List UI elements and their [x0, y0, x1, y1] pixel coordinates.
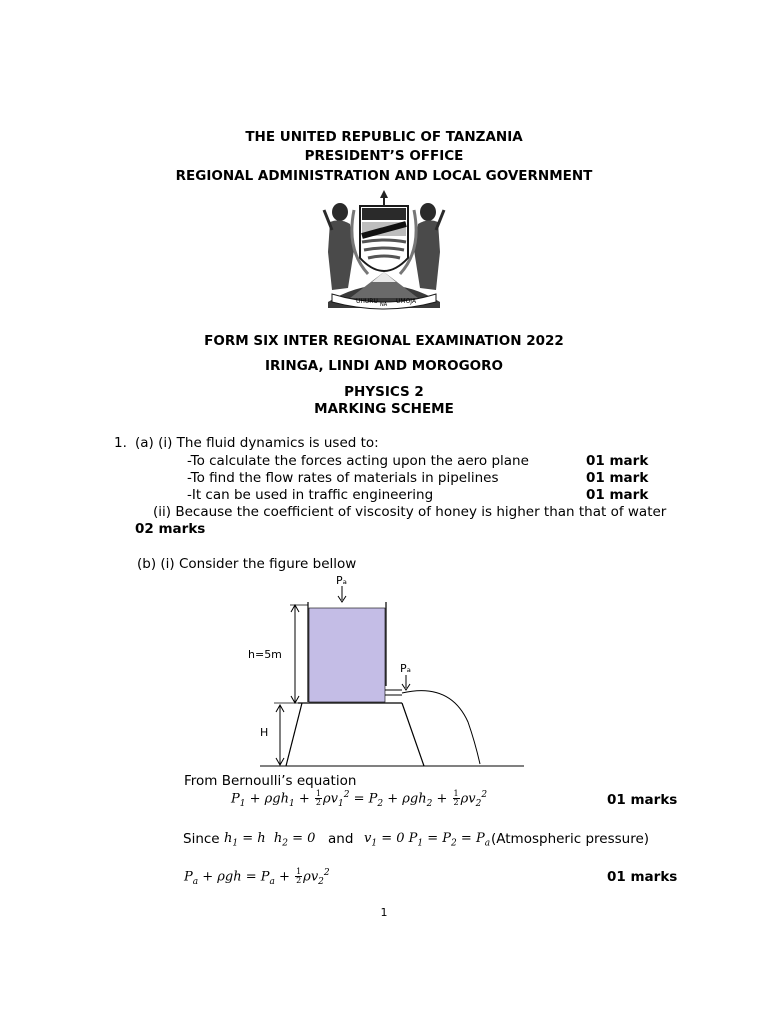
page-number: 1 — [380, 906, 388, 919]
coat-of-arms-icon — [310, 190, 458, 312]
eq3-mark: 01 marks — [607, 869, 678, 885]
bernoulli-equation: $P_1 + \rho gh_1$ + $\frac{1}{2}$ $\rho v_1^2 = P_2 + \rho gh_2$ + $\frac{1}{2}$ $\rho v_2^2$ — [231, 789, 488, 809]
q1-a-ii-answer: (ii) Because the coefficient of viscosity of honey is higher than that of water — [153, 504, 667, 520]
figure-label-pa-side: Pₐ — [400, 662, 411, 675]
q1-b-i-intro: (b) (i) Consider the figure bellow — [137, 556, 357, 572]
exam-doc-type: MARKING SCHEME — [314, 401, 454, 417]
figure-label-pa-top: Pₐ — [336, 574, 347, 587]
exam-title: FORM SIX INTER REGIONAL EXAMINATION 2022 — [204, 333, 564, 349]
motto-mid: NA — [380, 302, 388, 308]
atmospheric-note: (Atmospheric pressure) — [491, 831, 650, 847]
reduced-equation: $P_a + \rho gh = P_a$ + $\frac{1}{2}$ $\rho v_2^2$ — [184, 867, 330, 887]
question-number: 1. — [114, 435, 127, 451]
use-item-2-mark: 01 mark — [586, 470, 649, 486]
exam-subject: PHYSICS 2 — [344, 384, 424, 400]
q1-a-ii-mark: 02 marks — [135, 521, 206, 537]
tank-figure — [230, 572, 530, 772]
header-line-ministry: REGIONAL ADMINISTRATION AND LOCAL GOVERNMENT — [175, 168, 593, 184]
motto-left: UHURU — [356, 298, 378, 305]
condition-heights: $h_1 = h$ $h_2 = 0$ — [224, 831, 316, 849]
and-word: and — [328, 831, 354, 847]
eq1-mark: 01 marks — [607, 792, 678, 808]
use-item-2: -To find the flow rates of materials in pipelines — [187, 470, 499, 486]
use-item-3-mark: 01 mark — [586, 487, 649, 503]
use-item-1: -To calculate the forces acting upon the aero plane — [187, 453, 529, 469]
liquid-column — [309, 608, 385, 702]
exam-regions: IRINGA, LINDI AND MOROGORO — [264, 358, 504, 374]
bernoulli-intro: From Bernoulli’s equation — [184, 773, 357, 789]
condition-pressures: $v_1 = 0$ $P_1 = P_2 = P_a$ — [364, 831, 491, 849]
since-word: Since — [183, 831, 220, 847]
header-line-office: PRESIDENT’S OFFICE — [304, 148, 464, 164]
motto-right: UMOJA — [396, 298, 417, 305]
use-item-3: -It can be used in traffic engineering — [187, 487, 434, 503]
header-line-republic: THE UNITED REPUBLIC OF TANZANIA — [245, 129, 523, 145]
figure-label-h-upper: h=5m — [248, 648, 282, 661]
water-jet-trajectory — [402, 691, 480, 764]
use-item-1-mark: 01 mark — [586, 453, 649, 469]
q1-a-i-intro: (a) (i) The fluid dynamics is used to: — [135, 435, 379, 451]
figure-label-h-lower: H — [260, 726, 269, 739]
